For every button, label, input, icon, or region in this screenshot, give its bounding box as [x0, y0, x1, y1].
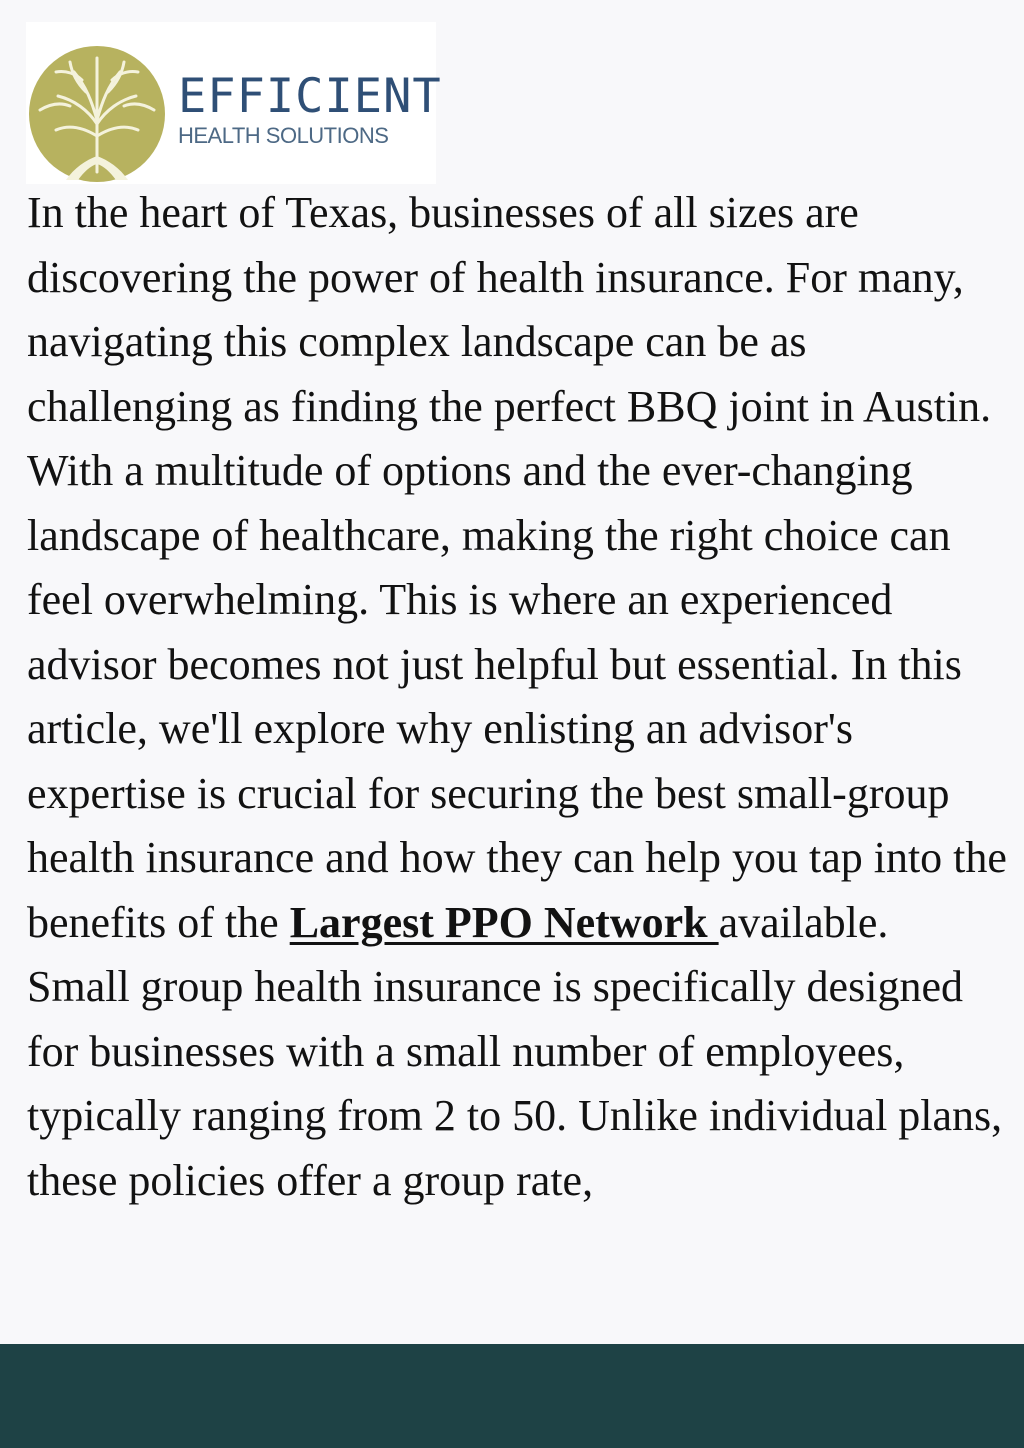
paragraph-1-text: In the heart of Texas, businesses of all sizes are discovering the power of health insurance. For many, navigating this complex landscape can be as challenging as finding the perfect BBQ joint in Austin. With a multitude of options and the ever-changing landscape of healthcare, making the right choice can feel overwhelming. This is where an experienced advisor becomes not just helpful but essential. In this article, we'll explore why enlisting an advisor's expertise is crucial for securing the best small-group health insurance and how they can help you tap into the benefits of the [27, 188, 1007, 947]
article-paragraph-2: Small group health insurance is specifically designed for businesses with a small number of employees, typically ranging from 2 to 50. Unlike individual plans, these policies offer a group rate, [27, 962, 1003, 1205]
footer-bar [0, 1344, 1024, 1448]
largest-ppo-network-link[interactable]: Largest PPO Network [289, 897, 719, 947]
paragraph-1-text-end: available. [718, 897, 889, 947]
company-logo[interactable] [26, 22, 442, 184]
tree-logo-icon [26, 44, 168, 184]
logo-company-subtitle: HEALTH SOLUTIONS [178, 123, 389, 148]
article-paragraph-1 [27, 181, 1012, 955]
logo-company-name: EFFICIENT [178, 69, 442, 124]
article-body [27, 181, 1012, 1213]
